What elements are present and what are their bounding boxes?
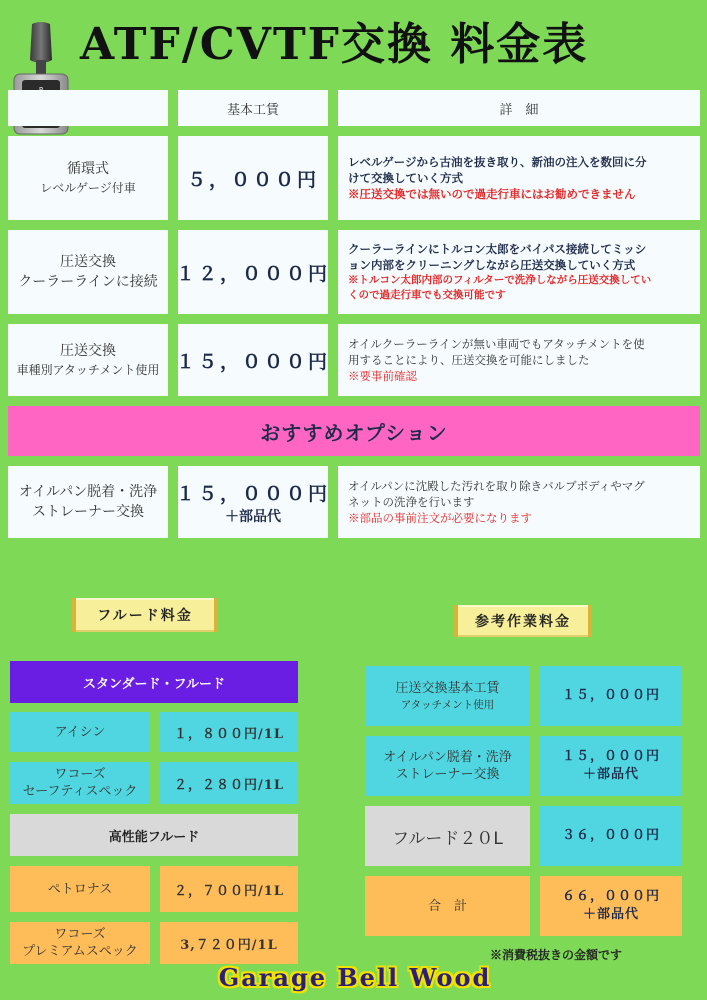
table-row-detail: オイルクーラーラインが無い車両でもアタッチメントを使 用することにより、圧送交換を可能にしました ※要事前確認 bbox=[338, 324, 700, 396]
fluid-item-name: ワコーズ セーフティスペック bbox=[10, 762, 150, 804]
table-header-blank bbox=[8, 90, 168, 126]
fluid-price-heading: フルード料金 bbox=[72, 598, 218, 632]
fluid-item-price: １，８００円/1L bbox=[160, 712, 298, 752]
table-row-detail: クーラーラインにトルコン太郎をバイパス接続してミッシ ョン内部をクリーニングしながら圧送交換していく方式 ※トルコン太郎内部のフィルターで洗浄しながら圧送交換してい くので過走行車でも交換可能です bbox=[338, 230, 700, 314]
standard-fluid-label: スタンダード・フルード bbox=[10, 661, 298, 703]
table-row-price: ５，０００円 bbox=[178, 136, 328, 220]
table-row-method: 圧送交換 車種別アタッチメント使用 bbox=[8, 324, 168, 396]
reference-item-name: オイルパン脱着・洗浄 ストレーナー交換 bbox=[365, 736, 530, 796]
reference-item-name: フルード２０L bbox=[365, 806, 530, 866]
reference-total-price: ６６，０００円 ＋部品代 bbox=[540, 876, 682, 936]
table-row-method: 循環式 レベルゲージ付車 bbox=[8, 136, 168, 220]
option-price: １５，０００円 ＋部品代 bbox=[178, 466, 328, 538]
reference-item-price: １５，０００円 ＋部品代 bbox=[540, 736, 682, 796]
option-name: オイルパン脱着・洗浄 ストレーナー交換 bbox=[8, 466, 168, 538]
footer-brand: Garage Bell Wood bbox=[218, 963, 492, 992]
option-detail: オイルパンに沈殿した汚れを取り除きバルブボディやマグ ネットの洗浄を行います ※部品の事前注文が必要になります bbox=[338, 466, 700, 538]
fluid-item-price: ２，２８０円/1L bbox=[160, 762, 298, 804]
fluid-item-name: アイシン bbox=[10, 712, 150, 752]
table-row-detail: レベルゲージから古油を抜き取り、新油の注入を数回に分 けて交換していく方式 ※圧送交換では無いので過走行車にはお勧めできません bbox=[338, 136, 700, 220]
fluid-item-price: ２，７００円/1L bbox=[160, 866, 298, 912]
table-row-method: 圧送交換 クーラーラインに接続 bbox=[8, 230, 168, 314]
reference-item-name: 圧送交換基本工賃 アタッチメント使用 bbox=[365, 666, 530, 726]
table-header-base-fee: 基本工賃 bbox=[178, 90, 328, 126]
page-title: ATF/CVTF交換 料金表 bbox=[80, 19, 589, 70]
fluid-item-price: 3,７２０円/1L bbox=[160, 922, 298, 964]
reference-item-price: ３６，０００円 bbox=[540, 806, 682, 866]
reference-total-label: 合 計 bbox=[365, 876, 530, 936]
reference-price-heading: 参考作業料金 bbox=[454, 605, 592, 637]
tax-note: ※消費税抜きの金額です bbox=[490, 948, 623, 962]
table-header-details: 詳 細 bbox=[338, 90, 700, 126]
table-row-price: １５，０００円 bbox=[178, 324, 328, 396]
reference-item-price: １５，０００円 bbox=[540, 666, 682, 726]
table-row-price: １２，０００円 bbox=[178, 230, 328, 314]
fluid-item-name: ワコーズ プレミアムスペック bbox=[10, 922, 150, 964]
options-banner: おすすめオプション bbox=[8, 406, 700, 456]
high-performance-fluid-label: 高性能フルード bbox=[10, 814, 298, 856]
fluid-item-name: ペトロナス bbox=[10, 866, 150, 912]
